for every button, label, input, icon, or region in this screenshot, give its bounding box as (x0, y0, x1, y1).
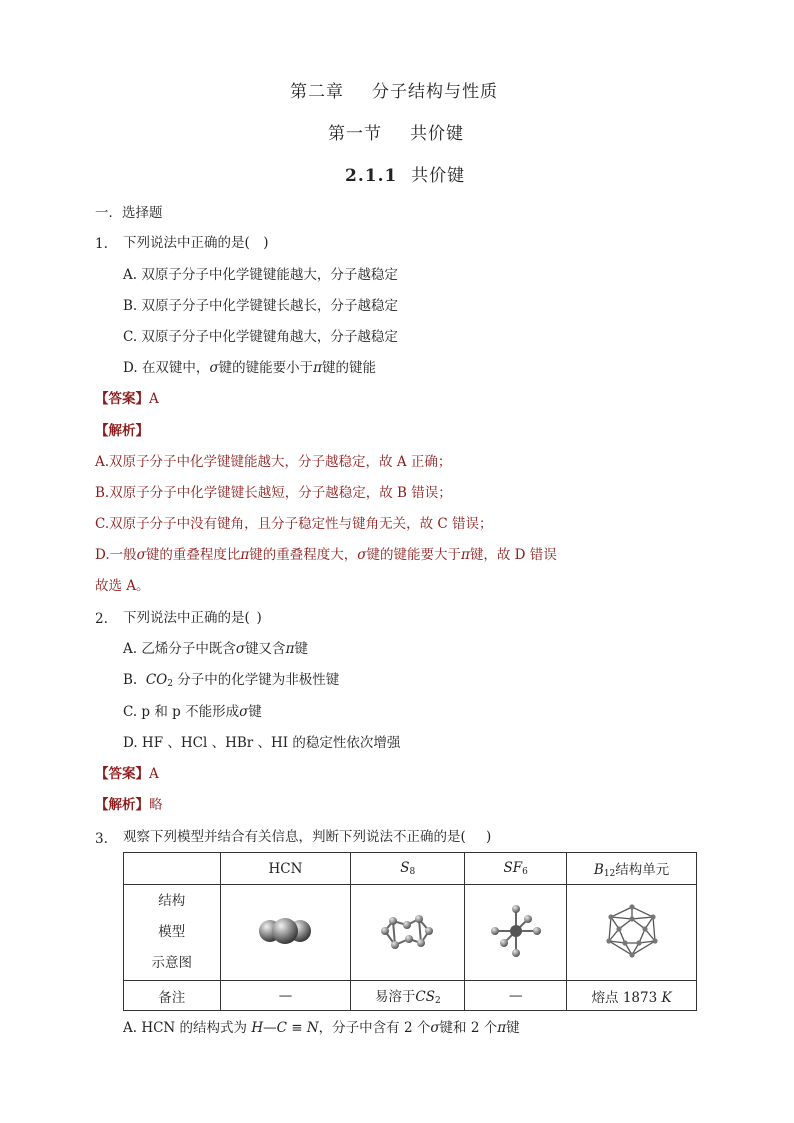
q1-option-b: B. 双原子分子中化学键键长越长，分子越稳定 (123, 298, 399, 314)
hcn-model-image (240, 901, 330, 961)
table-note-s8: 易溶于$CS_2$ (351, 981, 465, 1011)
q1-explanation-c: C.双原子分子中没有键角，且分子稳定性与键角无关，故 C 错误； (95, 516, 493, 532)
q2-option-b: B. $CO_2$ 分子中的化学键为非极性键 (123, 672, 340, 689)
question-3-number: 3. (95, 831, 108, 847)
q1-option-d: D. 在双键中，σ键的键能要小于π键的键能 (123, 360, 377, 376)
table-note-b12: 熔点 1873 K (567, 981, 697, 1011)
question-1-number: 1. (95, 236, 108, 252)
table-note-sf6: — (465, 981, 567, 1011)
q2-answer: 【答案】A (95, 766, 159, 782)
table-note-label: 备注 (124, 981, 221, 1011)
question-2-number: 2. (95, 611, 108, 627)
b12-icosahedron-model-image (587, 901, 677, 961)
q1-explanation-b: B.双原子分子中化学键键长越短，分子越稳定，故 B 错误； (95, 485, 452, 501)
q1-option-c: C. 双原子分子中化学键键角越大，分子越稳定 (123, 329, 398, 345)
q1-option-a: A. 双原子分子中化学键键能越大，分子越稳定 (123, 267, 398, 283)
hcn-model-cell (220, 885, 351, 981)
table-header-b12: $B_{12}$结构单元 (567, 853, 697, 885)
table-note-hcn: — (220, 981, 351, 1011)
table-header-empty (124, 853, 221, 885)
table-header-sf6: $SF_6$ (465, 853, 567, 885)
question-2-stem: 下列说法中正确的是( ) (123, 610, 262, 626)
b12-model-cell (567, 885, 697, 981)
sf6-model-cell (465, 885, 567, 981)
section-title: 第一节 共价键 (328, 124, 464, 144)
q1-conclusion: 故选 A。 (95, 578, 150, 594)
q1-explanation-a: A.双原子分子中化学键键能越大，分子越稳定，故 A 正确； (95, 454, 452, 470)
chapter-title: 第二章 分子结构与性质 (290, 82, 498, 102)
part-heading: 一．选择题 (95, 205, 163, 221)
q2-option-a: A. 乙烯分子中既含σ键又含π键 (123, 641, 308, 657)
q1-explanation-d: D.一般σ键的重叠程度比π键的重叠程度大，σ键的键能要大于π键，故 D 错误 (95, 547, 557, 563)
q3-option-a: A. HCN 的结构式为 H—C ≡ N，分子中含有 2 个σ键和 2 个π键 (123, 1020, 520, 1036)
s8-ring-model-image (363, 901, 453, 961)
lesson-title: 2.1.1 共价键 (345, 166, 466, 186)
question-1-stem: 下列说法中正确的是( ) (123, 235, 269, 251)
molecular-model-table (123, 852, 697, 1011)
table-header-hcn: HCN (220, 853, 351, 885)
q2-option-c: C. p 和 p 不能形成σ键 (123, 704, 262, 720)
sf6-model-image (471, 901, 561, 961)
question-3-stem: 观察下列模型并结合有关信息，判断下列说法不正确的是( ) (123, 829, 492, 845)
q1-analysis-label: 【解析】 (95, 423, 149, 439)
q2-option-d: D. HF 、HCl 、HBr 、HI 的稳定性依次增强 (123, 735, 401, 751)
table-row-label-structure: 结构 模型 示意图 (124, 885, 221, 981)
q2-analysis: 【解析】略 (95, 797, 163, 813)
q1-answer: 【答案】A (95, 391, 159, 407)
table-header-s8: $S_8$ (351, 853, 465, 885)
s8-model-cell (351, 885, 465, 981)
